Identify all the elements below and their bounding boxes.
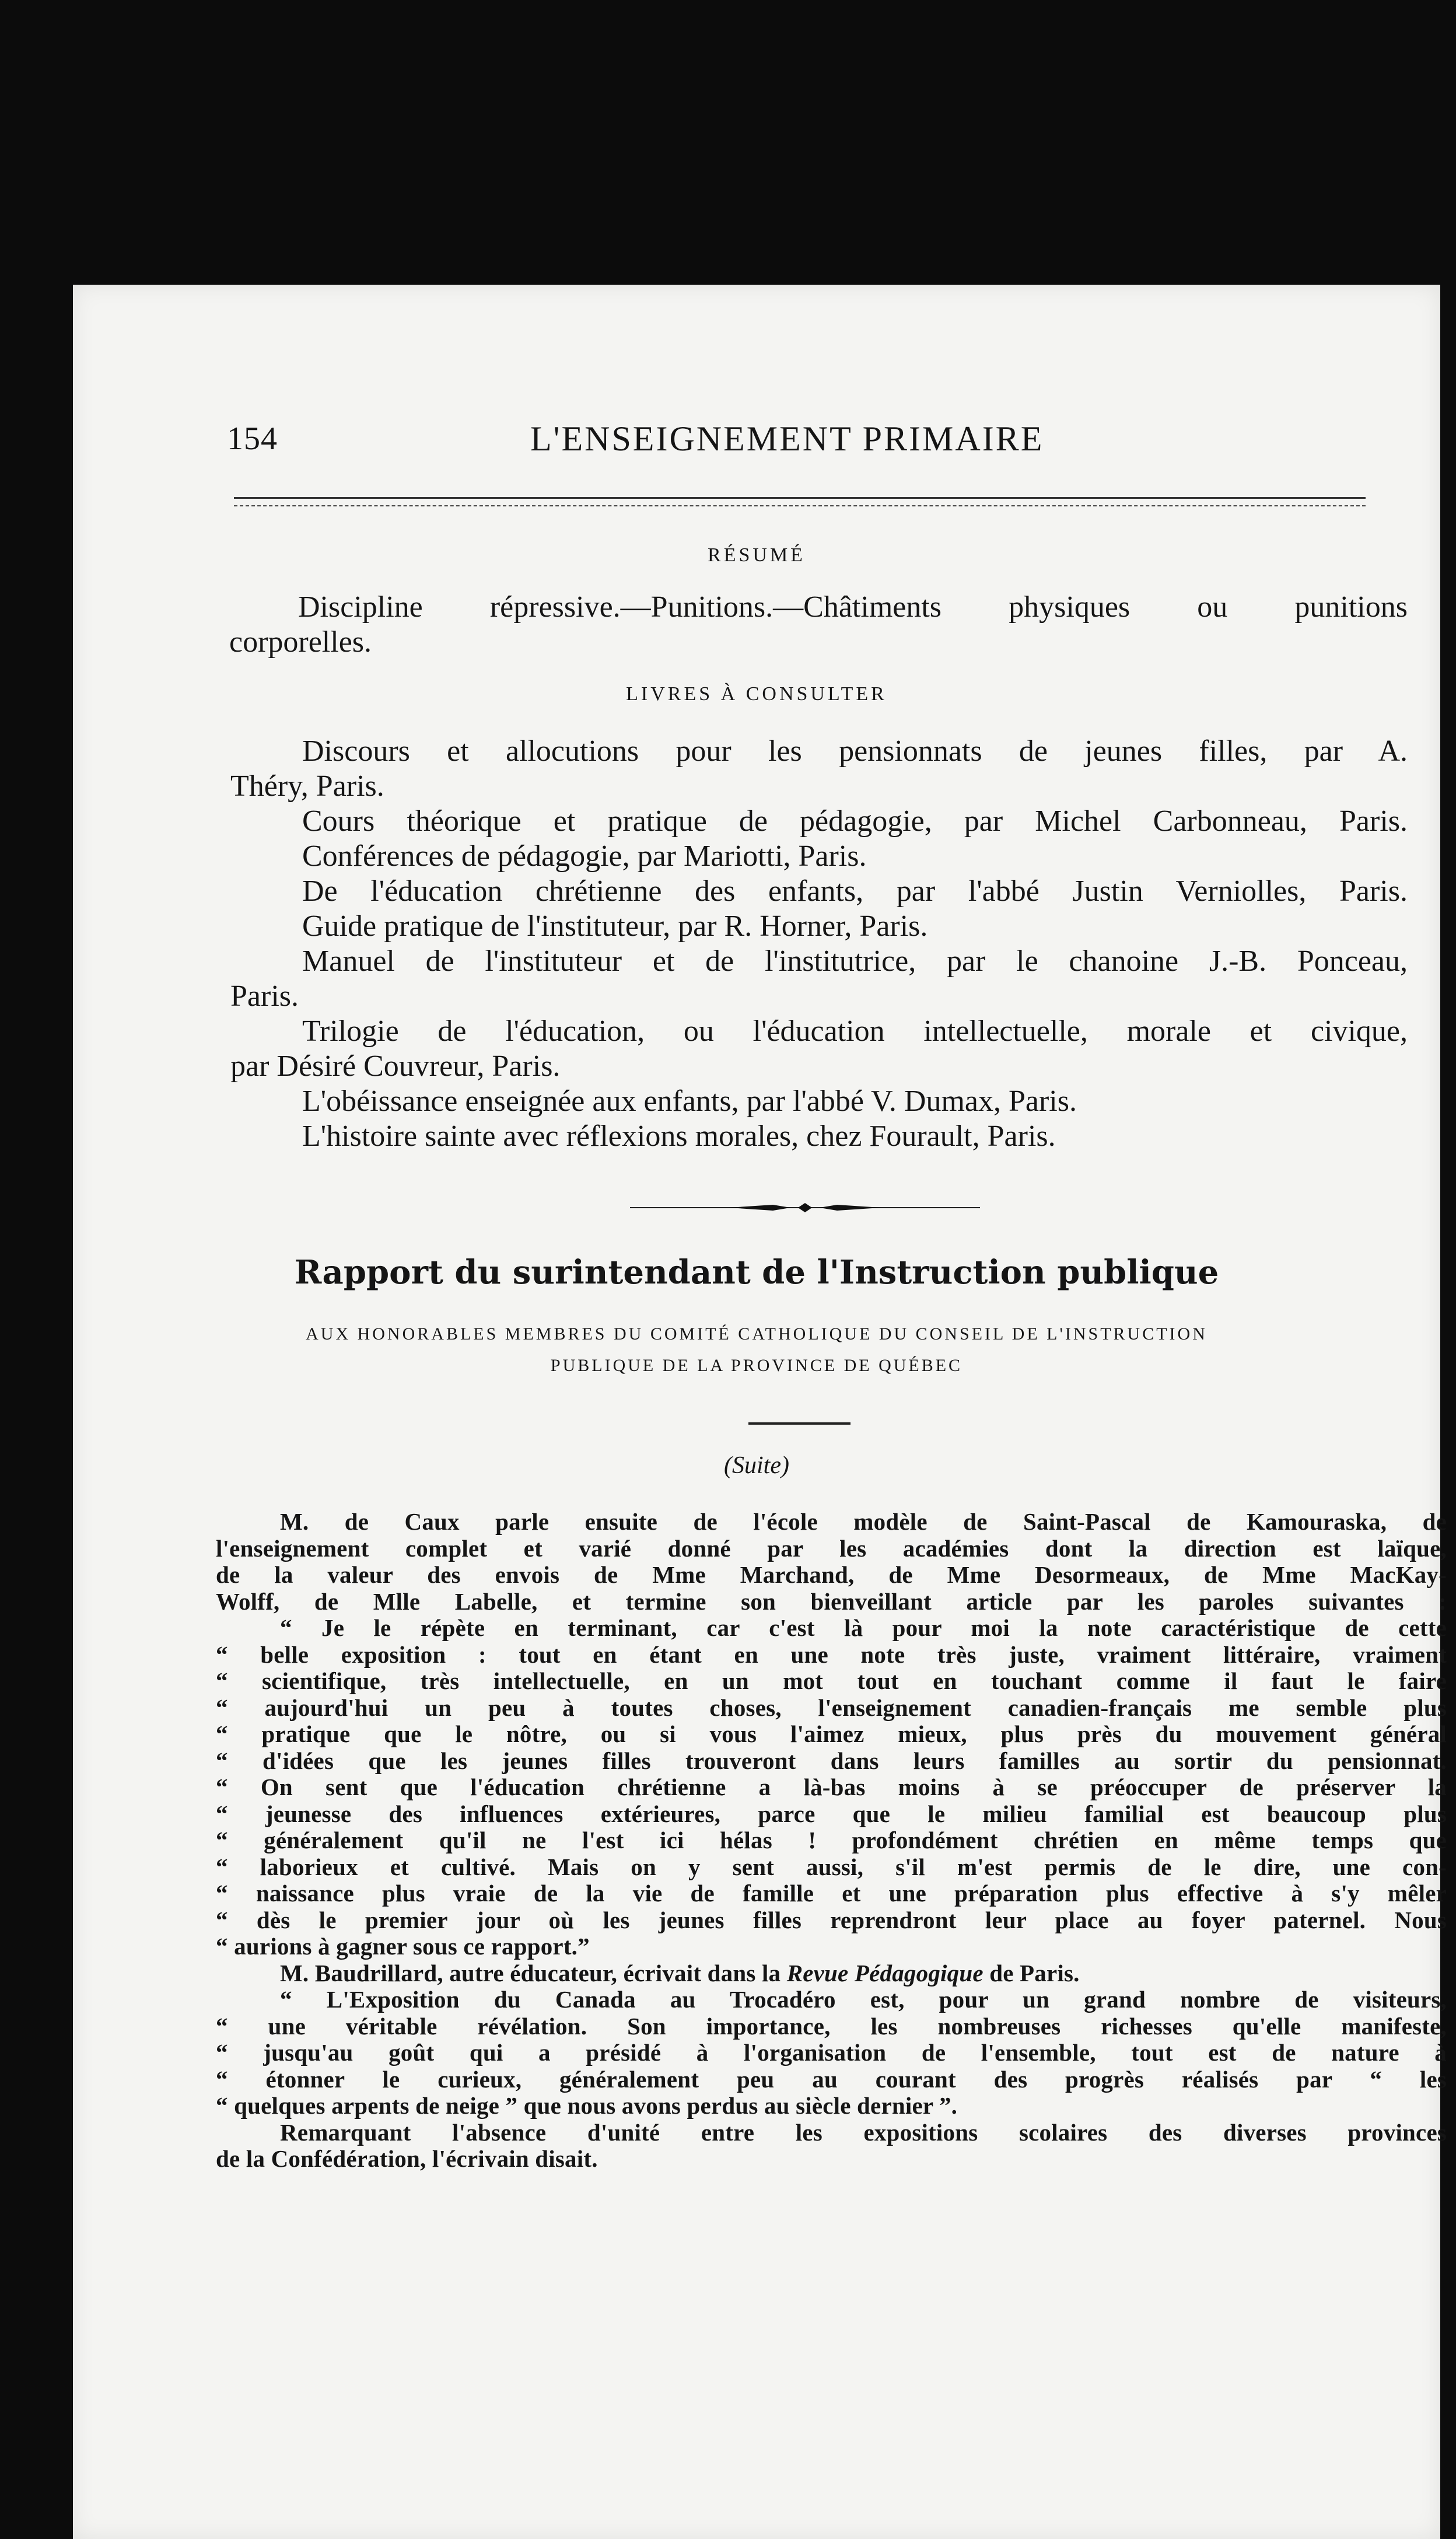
report-body xyxy=(216,1509,1447,2173)
page-number: 154 xyxy=(227,421,278,457)
resume-heading: RÉSUMÉ xyxy=(708,544,806,566)
book-line: Manuel de l'instituteur et de l'institutrice, par le chanoine J.-B. Ponceau, xyxy=(302,945,1408,978)
report-line: “ jusqu'au goût qui a présidé à l'organisation de l'ensemble, tout est de nature à xyxy=(216,2039,1447,2066)
report-line: Remarquant l'absence d'unité entre les expositions scolaires des diverses provinces xyxy=(280,2118,1447,2146)
book-line: par Désiré Couvreur, Paris. xyxy=(230,1050,561,1083)
book-line: Discours et allocutions pour les pensionnats de jeunes filles, par A. xyxy=(302,735,1408,768)
report-line xyxy=(216,1960,1447,1987)
book-line: Cours théorique et pratique de pédagogie, par Michel Carbonneau, Paris. xyxy=(302,805,1408,838)
resume-text xyxy=(229,590,1408,660)
section-rule xyxy=(748,1422,850,1425)
report-line: “ dès le premier jour où les jeunes filles reprendront leur place au foyer paternel. Nous xyxy=(216,1906,1447,1933)
ornament-divider xyxy=(630,1201,980,1215)
header-rule-dashed xyxy=(234,505,1366,506)
report-line: “ étonner le curieux, généralement peu au courant des progrès réalisés par “ les xyxy=(216,2065,1447,2093)
report-line: Wolff, de Mlle Labelle, et termine son bienveillant article par les paroles suivantes : xyxy=(216,1587,1447,1615)
report-line: “ pratique que le nôtre, ou si vous l'aimez mieux, plus près du mouvement général xyxy=(216,1720,1447,1747)
report-line: “ d'idées que les jeunes filles trouveront dans leurs familles au sortir du pensionnat. xyxy=(216,1747,1447,1774)
report-line: “ aurions à gagner sous ce rapport.” xyxy=(216,1933,590,1960)
book-line: De l'éducation chrétienne des enfants, par l'abbé Justin Verniolles, Paris. xyxy=(302,875,1408,908)
report-line: “ scientifique, très intellectuelle, en un mot tout en touchant comme il faut le faire xyxy=(216,1667,1447,1694)
report-line: l'enseignement complet et varié donné par les académies dont la direction est laïque, xyxy=(216,1534,1447,1562)
report-line: “ L'Exposition du Canada au Trocadéro est, pour un grand nombre de visiteurs, xyxy=(280,1986,1447,2013)
header-rule xyxy=(234,497,1366,499)
journal-title: Revue Pédagogique xyxy=(786,1959,984,1987)
book-line: Guide pratique de l'instituteur, par R. Horner, Paris. xyxy=(302,910,928,943)
book-page xyxy=(73,285,1447,2539)
resume-line-2: corporelles. xyxy=(229,625,372,659)
report-subtitle-2: PUBLIQUE DE LA PROVINCE DE QUÉBEC xyxy=(550,1356,963,1375)
book-line: L'histoire sainte avec réflexions morales, chez Fourault, Paris. xyxy=(302,1120,1056,1153)
report-line: M. de Caux parle ensuite de l'école modèle de Saint-Pascal de Kamouraska, de xyxy=(280,1508,1447,1535)
report-line: “ belle exposition : tout en étant en une note très juste, vraiment littéraire, vraiment xyxy=(216,1641,1447,1668)
report-line: “ Je le répète en terminant, car c'est là pour moi la note caractéristique de cette xyxy=(280,1614,1447,1641)
report-line: de la Confédération, l'écrivain disait. xyxy=(216,2145,598,2172)
book-line: L'obéissance enseignée aux enfants, par l'abbé V. Dumax, Paris. xyxy=(302,1085,1077,1118)
report-line: “ une véritable révélation. Son importance, les nombreuses richesses qu'elle manifeste, xyxy=(216,2012,1447,2040)
resume-line-1: Discipline répressive.—Punitions.—Châtiments physiques ou punitions xyxy=(298,590,1408,624)
report-line: de la valeur des envois de Mme Marchand, de Mme Desormeaux, de Mme MacKay- xyxy=(216,1561,1447,1588)
report-line-text: de Paris. xyxy=(989,1959,1080,1987)
running-title: L'ENSEIGNEMENT PRIMAIRE xyxy=(530,419,1044,458)
report-line: “ généralement qu'il ne l'est ici hélas ! profondément chrétien en même temps que xyxy=(216,1827,1447,1853)
report-line: “ aujourd'hui un peu à toutes choses, l'enseignement canadien-français me semble plus xyxy=(216,1694,1447,1721)
book-line: Trilogie de l'éducation, ou l'éducation intellectuelle, morale et civique, xyxy=(302,1015,1408,1048)
report-line: “ On sent que l'éducation chrétienne a là-bas moins à se préoccuper de préserver la xyxy=(216,1774,1447,1800)
report-line: “ naissance plus vraie de la vie de famille et une préparation plus effective à s'y mêler xyxy=(216,1880,1447,1907)
report-subtitle-1: AUX HONORABLES MEMBRES DU COMITÉ CATHOLIQUE DU CONSEIL DE L'INSTRUCTION xyxy=(306,1324,1208,1344)
book-line: Paris. xyxy=(230,980,299,1013)
book-line: Conférences de pédagogie, par Mariotti, Paris. xyxy=(302,840,867,873)
suite-label: (Suite) xyxy=(724,1452,789,1479)
report-line-text: M. Baudrillard, autre éducateur, écrivait dans la xyxy=(280,1959,781,1987)
report-line: “ laborieux et cultivé. Mais on y sent aussi, s'il m'est permis de le dire, une con- xyxy=(216,1853,1447,1880)
report-title: Rapport du surintendant de l'Instruction publique xyxy=(294,1253,1219,1292)
books-heading: LIVRES À CONSULTER xyxy=(626,683,887,705)
report-line: “ quelques arpents de neige ” que nous avons perdus au siècle dernier ”. xyxy=(216,2092,958,2119)
book-line: Théry, Paris. xyxy=(230,770,384,803)
report-line: “ jeunesse des influences extérieures, parce que le milieu familial est beaucoup plus xyxy=(216,1800,1447,1827)
